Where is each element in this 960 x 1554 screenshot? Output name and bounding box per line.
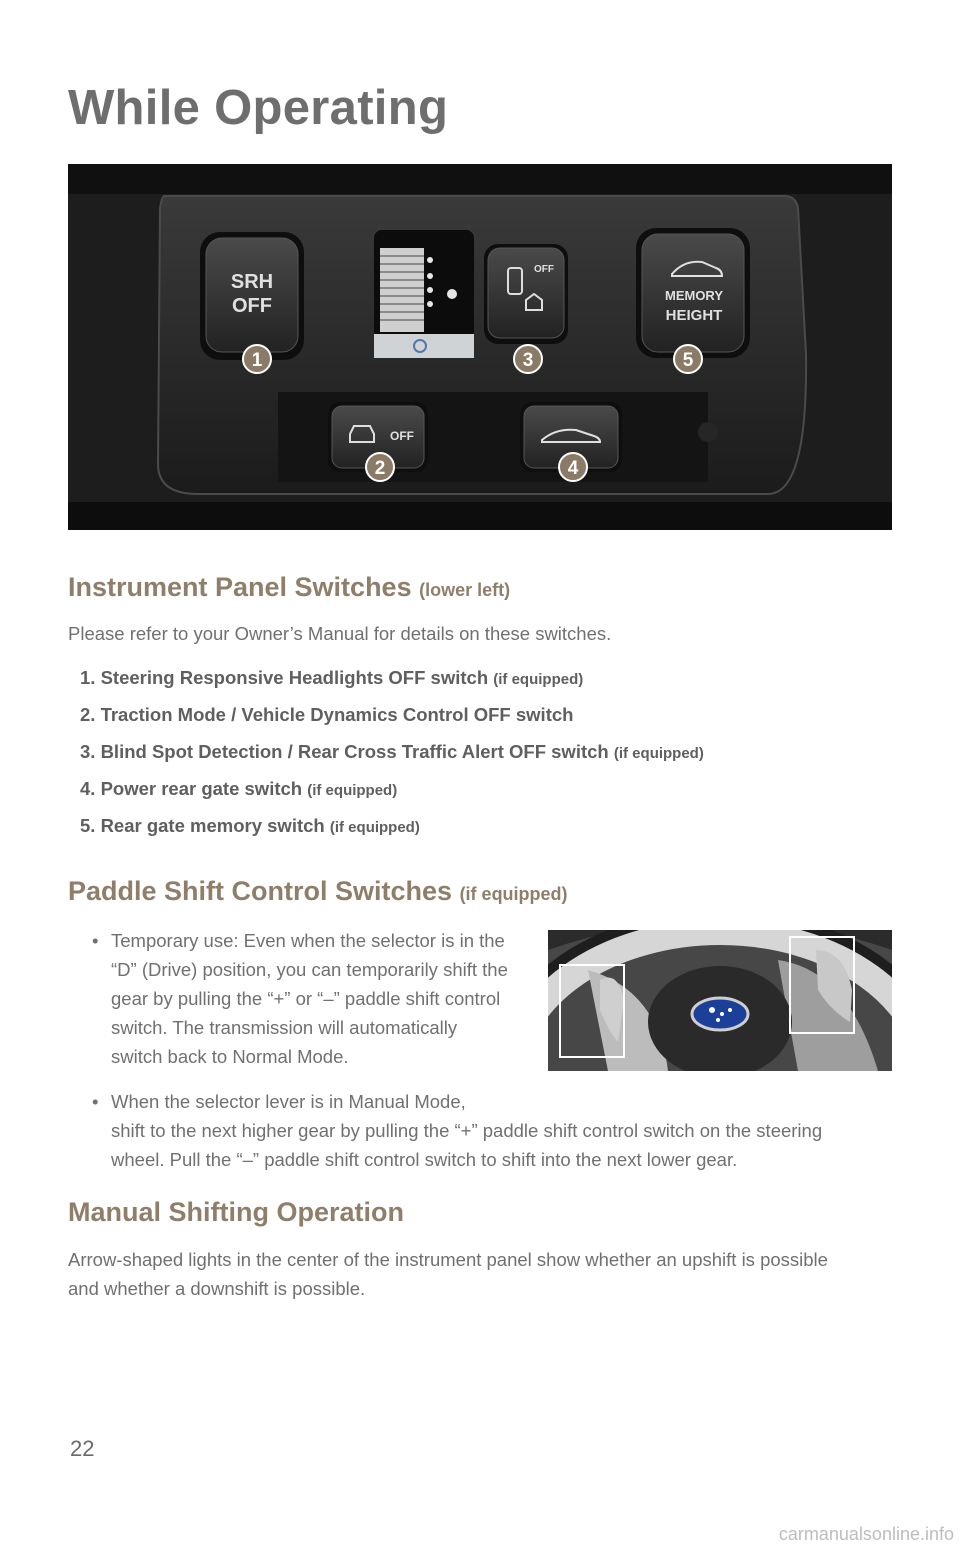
page-title: While Operating <box>68 81 449 135</box>
vdc-off-label: OFF <box>390 429 414 443</box>
callout-5: 5 <box>682 350 694 371</box>
instrument-panel-heading <box>68 572 510 603</box>
instrument-panel-intro: Please refer to your Owner’s Manual for details on these switches. <box>68 623 612 644</box>
list-item: 3. Blind Spot Detection / Rear Cross Traffic Alert OFF switch (if equipped) <box>80 741 704 762</box>
list-item: 4. Power rear gate switch (if equipped) <box>80 778 398 799</box>
watermark: carmanualsonline.info <box>778 1524 954 1544</box>
bullet-dot: • <box>92 930 99 951</box>
bullet-dot: • <box>92 1091 99 1112</box>
switch-panel-photo <box>68 164 892 530</box>
srh-label-line2: OFF <box>232 295 272 317</box>
steering-wheel-photo <box>548 930 892 1071</box>
list-item: 1. Steering Responsive Headlights OFF switch (if equipped) <box>80 667 584 688</box>
manual-shifting-line-1: Arrow-shaped lights in the center of the instrument panel show whether an upshift is possible <box>68 1249 828 1270</box>
memory-label-line1: MEMORY <box>664 288 724 303</box>
paddle-bullet-manual: • When the selector lever is in Manual Mode, shift to the next higher gear by pulling the “+” paddle shift control switch on the steering wheel. Pull the “–” paddle shift control switch to shift into the next lower gear. <box>92 1087 892 1174</box>
switch-list <box>80 663 704 848</box>
callout-1: 1 <box>251 350 263 371</box>
paddle-shift-heading-note: (if equipped) <box>459 884 568 904</box>
callout-3: 3 <box>522 350 534 371</box>
memory-label-line2: HEIGHT <box>665 307 723 324</box>
callout-2: 2 <box>374 458 386 479</box>
paddle-shift-heading-text: Paddle Shift Control Switches <box>68 876 453 906</box>
manual-shifting-heading: Manual Shifting Operation <box>68 1197 404 1227</box>
bsd-off-label: OFF <box>534 264 554 275</box>
manual-shifting-line-2: and whether a downshift is possible. <box>68 1278 366 1299</box>
instrument-panel-heading-note: (lower left) <box>419 580 511 600</box>
callout-4: 4 <box>567 458 579 479</box>
instrument-panel-heading-text: Instrument Panel Switches <box>68 572 412 602</box>
paddle-bullet-temporary: • Temporary use: Even when the selector is in the “D” (Drive) position, you can temporarily shift the gear by pulling the “+” or “–” paddle shift control switch. The transmission will automatically switch back to Normal Mode. <box>92 926 542 1071</box>
page-number: 22 <box>70 1436 95 1461</box>
list-item: 5. Rear gate memory switch (if equipped) <box>80 815 420 836</box>
paddle-shift-heading <box>68 876 568 907</box>
list-item: 2. Traction Mode / Vehicle Dynamics Control OFF switch <box>80 704 574 725</box>
srh-label-line1: SRH <box>230 271 274 293</box>
